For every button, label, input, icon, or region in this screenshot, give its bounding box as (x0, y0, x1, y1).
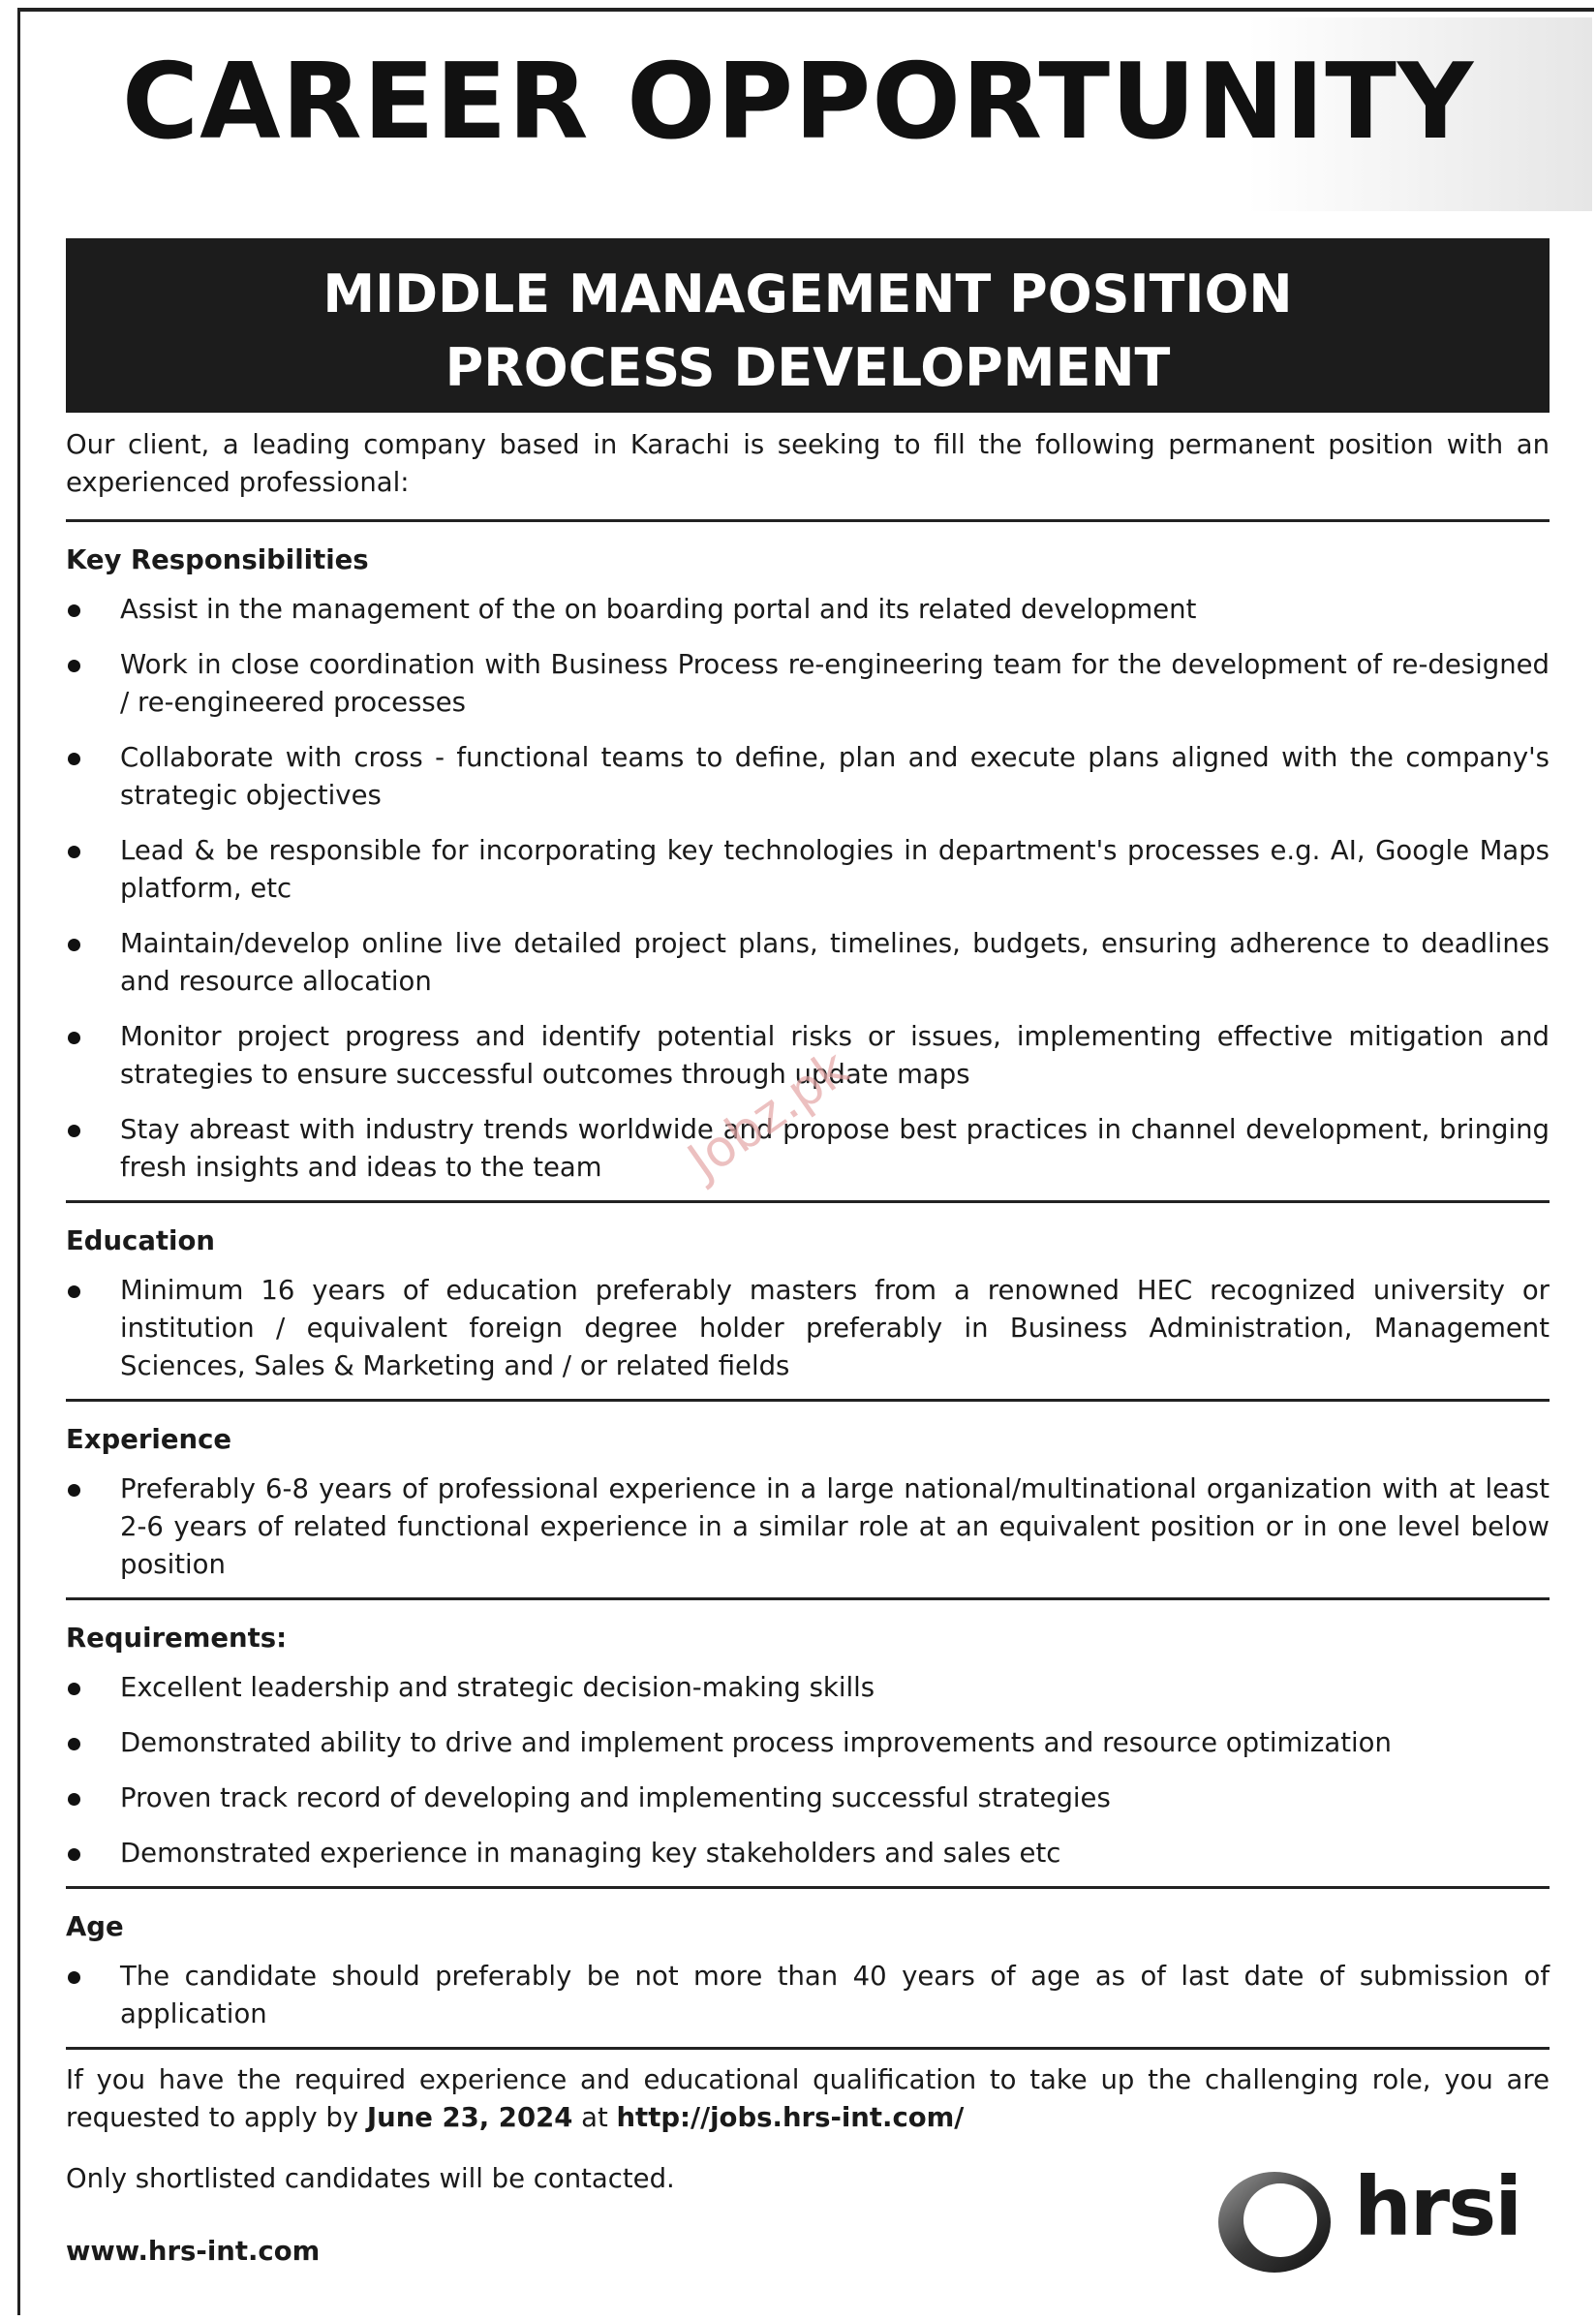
list-item: Monitor project progress and identify potential risks or issues, implementing effective mitigation and strategies to ensure successful outcomes through update maps (66, 1018, 1550, 1094)
position-banner (66, 238, 1550, 413)
list-item: Stay abreast with industry trends worldwide and propose best practices in channel development, bringing fresh insights and ideas to the team (66, 1111, 1550, 1187)
bullet-list (66, 1470, 1550, 1584)
bullet-icon (68, 1848, 80, 1861)
bullet-icon (68, 846, 80, 858)
section-heading: Age (66, 1911, 124, 1942)
list-item: Proven track record of developing and implementing successful strategies (66, 1779, 1550, 1817)
list-item: Minimum 16 years of education preferably masters from a renowned HEC recognized university or institution / equivalent foreign degree holder preferably in Business Administration, Management Sciences, Sales & Marketing and / or related fields (66, 1272, 1550, 1385)
bullet-icon (68, 753, 80, 765)
bullet-icon (68, 1032, 80, 1044)
list-item: Preferably 6-8 years of professional experience in a large national/multinational organization with at least 2-6 years of related functional experience in a similar role at an equivalent position or in one level below position (66, 1470, 1550, 1584)
bullet-list (66, 1958, 1550, 2033)
list-item: Maintain/develop online live detailed project plans, timelines, budgets, ensuring adherence to deadlines and resource allocation (66, 925, 1550, 1001)
website-link[interactable]: www.hrs-int.com (66, 2236, 321, 2267)
list-item: Demonstrated ability to drive and implement process improvements and resource optimization (66, 1724, 1550, 1762)
page-title: CAREER OPPORTUNITY (121, 42, 1475, 163)
bullet-icon (68, 1683, 80, 1695)
bullet-icon (68, 939, 80, 951)
closing-paragraph: If you have the required experience and educational qualification to take up the challenging role, you are requested to apply by June 23, 2024 at http://jobs.hrs-int.com/ (66, 2064, 1550, 2133)
section-heading: Key Responsibilities (66, 544, 369, 575)
logo-wordmark: hrsi (1354, 2159, 1521, 2254)
bullet-icon (68, 1484, 80, 1497)
section-age (66, 1889, 1550, 2047)
ring-logo-icon (1209, 2162, 1344, 2278)
list-item: Work in close coordination with Business Process re-engineering team for the development of re-designed / re-engineered processes (66, 646, 1550, 722)
bullet-icon (68, 660, 80, 672)
banner-line-department: PROCESS DEVELOPMENT (445, 337, 1171, 398)
bullet-icon (68, 1738, 80, 1750)
shortlist-note: Only shortlisted candidates will be contacted. (66, 2163, 675, 2194)
list-item: Demonstrated experience in managing key stakeholders and sales etc (66, 1835, 1550, 1872)
bullet-list (66, 1669, 1550, 1872)
bullet-icon (68, 1793, 80, 1806)
list-item: Excellent leadership and strategic decision-making skills (66, 1669, 1550, 1707)
hrsi-logo (1209, 2159, 1557, 2278)
section-requirements (66, 1600, 1550, 1886)
section-heading: Education (66, 1225, 215, 1256)
list-item: Lead & be responsible for incorporating key technologies in department's processes e.g. AI, Google Maps platform, etc (66, 832, 1550, 908)
list-item: Collaborate with cross - functional teams to define, plan and execute plans aligned with the company's strategic objectives (66, 739, 1550, 815)
list-item: Assist in the management of the on boarding portal and its related development (66, 591, 1550, 629)
ad-body (66, 426, 1550, 2271)
section-education (66, 1203, 1550, 1399)
bullet-icon (68, 1971, 80, 1984)
bullet-icon (68, 1125, 80, 1137)
deadline-date: June 23, 2024 (366, 2102, 573, 2133)
bullet-icon (68, 604, 80, 617)
list-item: The candidate should preferably be not more than 40 years of age as of last date of submission of application (66, 1958, 1550, 2033)
apply-link[interactable]: http://jobs.hrs-int.com/ (616, 2102, 965, 2133)
section-heading: Requirements: (66, 1623, 288, 1654)
intro-paragraph: Our client, a leading company based in Karachi is seeking to fill the following permanent position with an experienced professional: (66, 429, 1550, 498)
section-heading: Experience (66, 1424, 232, 1455)
bullet-icon (68, 1285, 80, 1298)
banner-line-position: MIDDLE MANAGEMENT POSITION (322, 263, 1293, 325)
watermark: Jobz.pk (678, 1038, 860, 1191)
section-experience (66, 1402, 1550, 1597)
bullet-list (66, 1272, 1550, 1385)
